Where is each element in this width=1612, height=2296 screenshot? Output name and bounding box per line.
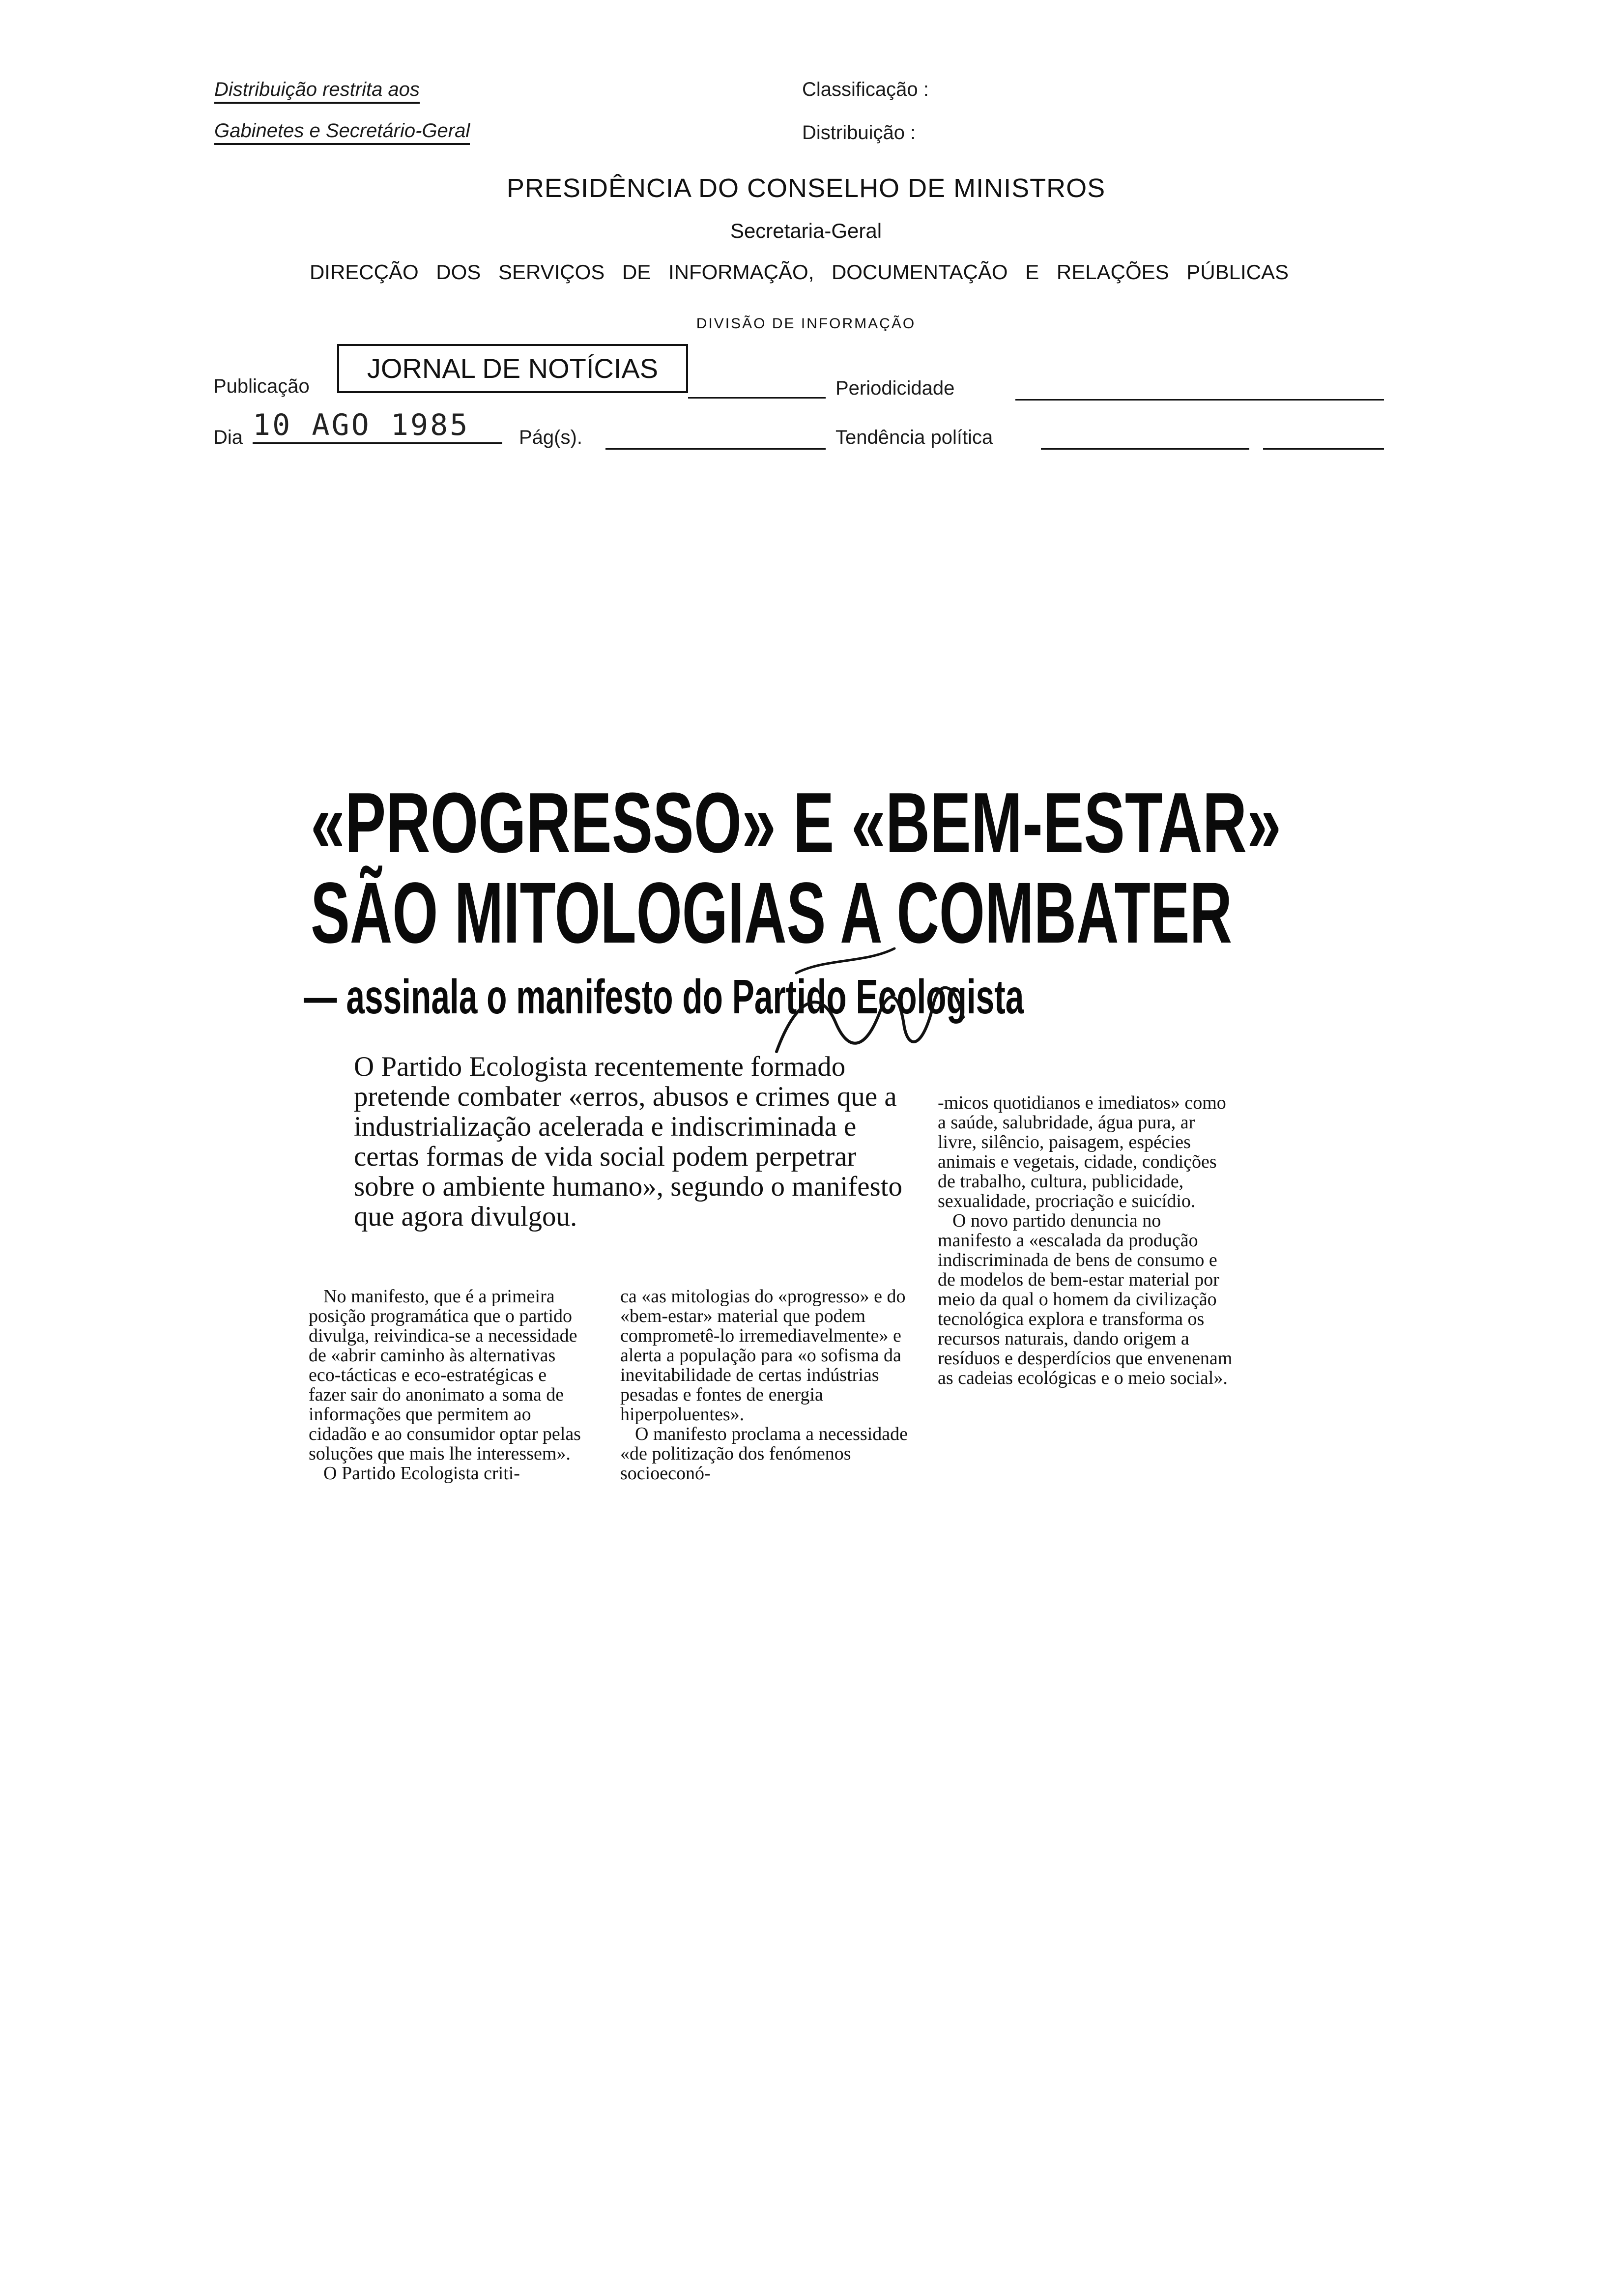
column3-paragraph: O novo partido denuncia no manifesto a «escalada da produção indiscriminada de bens de consumo e de modelos de bem-estar material por meio da qual o homem da civilização tecnológica explora e transforma os recursos naturais, dando origem a resíduos e desperdícios que envenenam as cadeias ecológicas e o meio social». (938, 1210, 1233, 1388)
pages-label: Pág(s). (519, 427, 582, 448)
column1-paragraph: No manifesto, que é a primeira posição programática que o partido divulga, reivindica-se a necessidade de «abrir caminho às alternativas eco-tácticas e eco-estratégicas e fazer sair do anonimato a soma de informações que permitem ao cidadão e ao consumidor optar pelas soluções que mais lhe interessem». (309, 1286, 581, 1464)
political-tendency-field-line (1041, 448, 1249, 450)
publication-value: JORNAL DE NOTÍCIAS (367, 353, 659, 384)
distribution-restriction-line1: Distribuição restrita aos (214, 79, 420, 104)
periodicity-label: Periodicidade (835, 377, 955, 399)
lead-paragraph: O Partido Ecologista recentemente formado pretende combater «erros, abusos e crimes que a industrialização acelerada e indiscriminada e certas formas de vida social podem perpetrar sobre o ambiente humano», segundo o manifesto que agora divulgou. (354, 1051, 903, 1232)
subheadline: — assinala o manifesto do Partido Ecologista (304, 970, 1024, 1024)
publication-field-line (688, 397, 826, 399)
organization-title: PRESIDÊNCIA DO CONSELHO DE MINISTROS (506, 173, 1106, 203)
date-value: 10 AGO 1985 (253, 408, 502, 444)
periodicity-field-line (1015, 399, 1384, 401)
directorate-name: DIRECÇÃO DOS SERVIÇOS DE INFORMAÇÃO, DOCUMENTAÇÃO E RELAÇÕES PÚBLICAS (309, 260, 1289, 284)
column2-paragraph: ca «as mitologias do «progresso» e do «bem-estar» material que podem comprometê-lo irremediavelmente» e alerta a população para «o sofisma da inevitabilidade de certas indústrias pesadas e fontes de energia hiperpoluentes». (620, 1286, 906, 1425)
article-column-1 (309, 1287, 584, 1483)
distribution-restriction-line2: Gabinetes e Secretário-Geral (214, 120, 470, 145)
date-label: Dia (213, 427, 243, 448)
publication-stamp-box (337, 344, 688, 393)
distribution-label: Distribuição : (802, 122, 916, 144)
organization-subtitle: Secretaria-Geral (730, 219, 882, 242)
column1-paragraph: O Partido Ecologista criti- (323, 1463, 520, 1484)
article-column-3 (938, 1093, 1233, 1388)
column2-paragraph: O manifesto proclama a necessidade «de politização dos fenómenos socioeconó- (620, 1424, 908, 1484)
division-name: DIVISÃO DE INFORMAÇÃO (696, 316, 916, 332)
political-tendency-field-line-2 (1263, 448, 1384, 450)
column3-paragraph: -micos quotidianos e imediatos» como a saúde, salubridade, água pura, ar livre, silêncio, paisagem, espécies animais e vegetais, cidade, condições de trabalho, cultura, publicidade, sexualidade, procriação e suicídio. (938, 1092, 1226, 1211)
publication-label: Publicação (213, 375, 310, 397)
headline-line1: «PROGRESSO» E «BEM-ESTAR» (311, 775, 1281, 870)
pages-field-line (605, 448, 826, 450)
political-tendency-label: Tendência política (835, 427, 993, 448)
article-column-2 (620, 1287, 910, 1483)
classification-label: Classificação : (802, 79, 929, 100)
headline-line2: SÃO MITOLOGIAS A COMBATER (311, 865, 1232, 961)
newspaper-clipping (275, 767, 1297, 1622)
